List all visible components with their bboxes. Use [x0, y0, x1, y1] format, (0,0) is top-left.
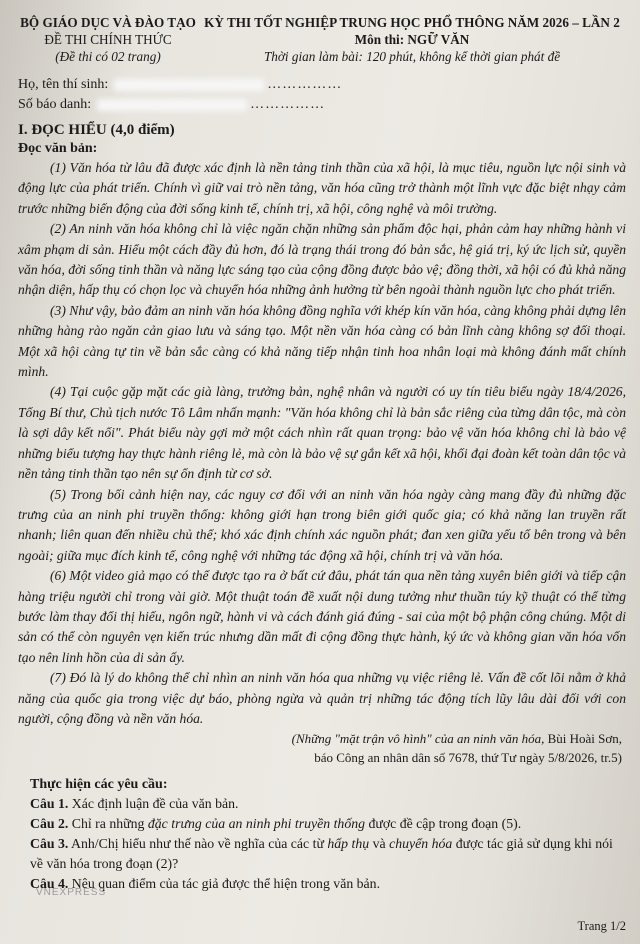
- source-line-2: báo Công an nhân dân số 7678, thứ Tư ngày 5/8/2026, tr.5): [314, 750, 622, 766]
- question-3: [18, 834, 626, 874]
- question-3-text-a: Anh/Chị hiểu như thế nào về nghĩa của các từ: [71, 836, 328, 852]
- question-2-text-italic: đặc trưng của an ninh phi truyền thống: [147, 816, 366, 832]
- question-1-label: Câu 1.: [30, 796, 69, 812]
- question-3-term-2: chuyển hóa: [389, 836, 453, 852]
- question-2-text-a: Chỉ ra những: [71, 816, 148, 832]
- candidate-id-row: [18, 95, 626, 115]
- question-3-term-1: hấp thụ: [327, 836, 370, 852]
- reading-text: [18, 158, 626, 729]
- exam-header: [18, 14, 626, 65]
- question-2: [18, 814, 626, 834]
- question-3-label: Câu 3.: [30, 836, 69, 852]
- header-left: [18, 14, 198, 65]
- exam-title: KỲ THI TỐT NGHIỆP TRUNG HỌC PHỔ THÔNG NĂM 2026 – LẦN 2: [204, 15, 620, 30]
- question-4-label: Câu 4.: [30, 876, 69, 892]
- paragraph-1: (1) Văn hóa từ lâu đã được xác định là nền tảng tinh thần của xã hội, là mục tiêu, nguồn lực nội sinh và động lực của phát triển. Chính vì giữ vai trò nền tảng, văn hóa cũng trở thành một lĩnh vực đặc biệt nhạy cảm trước những biến động của đời sống kinh tế, chính trị, xã hội, công nghệ và môi trường.: [18, 160, 626, 216]
- id-dots: ……………: [250, 97, 326, 112]
- paragraph-5: (5) Trong bối cảnh hiện nay, các nguy cơ đối với an ninh văn hóa ngày càng mang đầy đủ những đặc trưng của an ninh phi truyền thống: không giới hạn trong biên giới quốc gia; có khả năng lan truyền rất nhanh; liên quan đến nhiều chủ thể; khó xác định chính xác nguồn phát; đan xen giữa yếu tố bên trong và bên ngoài; giữa mục đích kinh tế, công nghệ với những tác động xã hội, chính trị và văn hóa.: [18, 486, 626, 563]
- question-4-text: Nêu quan điểm của tác giả được thể hiện trong văn bản.: [71, 876, 381, 892]
- source-title: (Những "mặt trận vô hình" của an ninh văn hóa,: [291, 731, 545, 747]
- question-3-text-m: và: [369, 836, 390, 852]
- exam-time: Thời gian làm bài: 120 phút, không kể thời gian phát đề: [263, 49, 561, 64]
- redacted-id: [97, 99, 247, 111]
- candidate-id-label: Số báo danh:: [18, 97, 92, 112]
- watermark-logo: VNEXPRESS: [36, 887, 107, 898]
- redacted-name: [114, 79, 264, 91]
- candidate-name-row: [18, 75, 626, 95]
- paragraph-6: (6) Một video giả mạo có thể được tạo ra ở bất cứ đâu, phát tán qua nền tảng xuyên biên giới và tiếp cận hàng triệu người chỉ trong vài giờ. Một thuật toán đề xuất nội dung tưởng như thuần túy kỹ thuật có thể từng bước làm thay đổi thị hiếu, ngôn ngữ, hành vi và cách đánh giá đúng - sai của một bộ phận công chúng. Một di sản có thể còn nguyên vẹn kiến trúc nhưng dần mất đi cộng đồng thực hành, ký ức và không gian văn hóa vốn tạo nên linh hồn của di sản ấy.: [18, 568, 626, 665]
- pages-note: (Đề thi có 02 trang): [55, 49, 161, 64]
- name-dots: ……………: [267, 77, 343, 92]
- subject: Môn thi: NGỮ VĂN: [354, 32, 470, 47]
- official-label: ĐỀ THI CHÍNH THỨC: [44, 32, 172, 47]
- paragraph-2: (2) An ninh văn hóa không chỉ là việc ngăn chặn những sản phẩm độc hại, phản cảm hay những hành vi xâm phạm di sản. Hiểu một cách đầy đủ hơn, đó là trạng thái trong đó bản sắc, hệ giá trị, ký ức lịch sử, quyền văn hóa, đời sống tinh thần và năng lực sáng tạo của cộng đồng được bảo vệ; đồng thời, xã hội có đủ khả năng nhận diện, hấp thụ có chọn lọc và chuyển hóa những ảnh hưởng từ bên ngoài thành nguồn lực cho phát triển.: [18, 221, 626, 298]
- header-right: [198, 14, 626, 65]
- question-3-text-b: được tác giả sử dụng khi nói về văn hóa trong đoạn (2)?: [30, 836, 613, 872]
- paragraph-7: (7) Đó là lý do không thể chỉ nhìn an ninh văn hóa qua những vụ việc riêng lẻ. Vấn đề cốt lõi nằm ở khả năng của quốc gia trong việc dự báo, phòng ngừa và quản trị những tác động tích lũy lâu dài đối với con người, cộng đồng và nền văn hóa.: [18, 670, 626, 726]
- paragraph-3: (3) Như vậy, bảo đảm an ninh văn hóa không đồng nghĩa với khép kín văn hóa, càng không phải dựng lên những hàng rào ngăn cản giao lưu và sáng tạo. Một nền văn hóa càng có bản lĩnh càng không sợ đối thoại. Một xã hội càng tự tin về bản sắc càng có khả năng tiếp nhận tinh hoa nhân loại mà không đánh mất chính mình.: [18, 302, 626, 380]
- source-author: Bùi Hoài Sơn,: [547, 731, 622, 747]
- ministry-name: BỘ GIÁO DỤC VÀ ĐÀO TẠO: [20, 15, 196, 30]
- section-title: I. ĐỌC HIỂU (4,0 điểm): [18, 122, 175, 138]
- paragraph-4: (4) Tại cuộc gặp mặt các già làng, trưởng bản, nghệ nhân và người có uy tín tiêu biểu ngày 18/4/2026, Tổng Bí thư, Chủ tịch nước Tô Lâm nhấn mạnh: "Văn hóa không chỉ là bản sắc riêng của từng dân tộc, mà còn là sợi dây kết nối". Phát biểu này gợi mở một cách nhìn rất quan trọng: bảo vệ văn hóa không chỉ là bảo vệ những biểu tượng hay thực hành riêng lẻ, mà còn là bảo vệ sự gắn kết xã hội, khối đại đoàn kết toàn dân tộc và nền tảng tinh thần tạo nên sự ổn định từ cơ sở.: [18, 384, 626, 482]
- candidate-name-label: Họ, tên thí sinh:: [18, 77, 109, 92]
- requirements-title: Thực hiện các yêu cầu:: [30, 777, 168, 793]
- source-line-1: [18, 729, 622, 748]
- question-2-text-b: được đề cập trong đoạn (5).: [365, 816, 522, 832]
- question-1-text: Xác định luận đề của văn bản.: [71, 796, 239, 812]
- candidate-info: [18, 75, 626, 115]
- source-citation: [18, 729, 626, 767]
- page-number: Trang 1/2: [577, 919, 626, 933]
- question-4: [18, 874, 626, 894]
- read-label: Đọc văn bản:: [18, 141, 98, 156]
- question-1: [18, 794, 626, 814]
- question-2-label: Câu 2.: [30, 816, 69, 832]
